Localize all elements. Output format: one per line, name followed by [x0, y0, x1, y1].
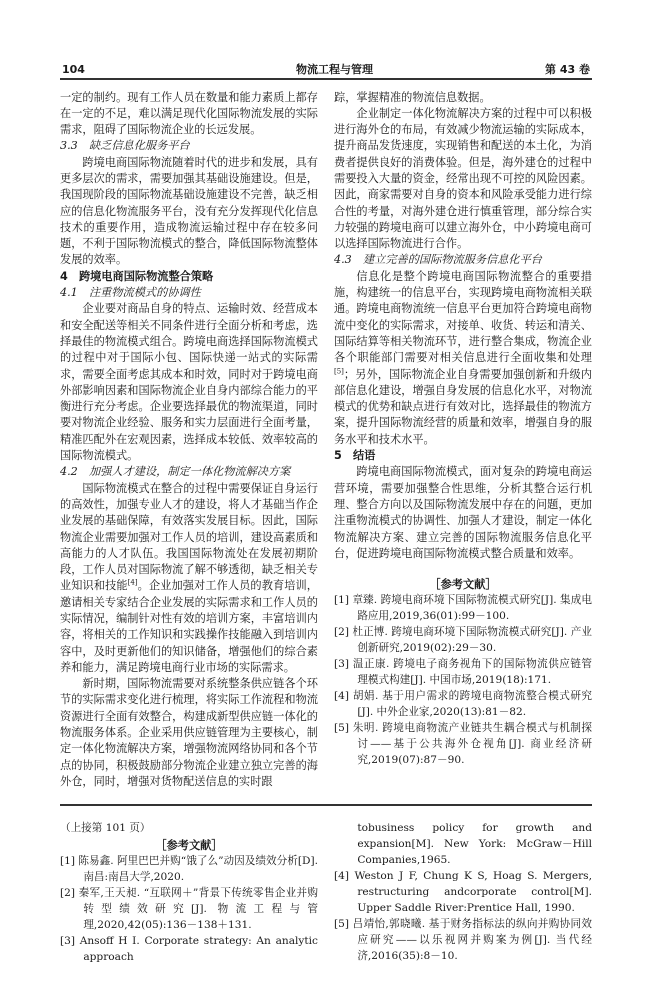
paragraph: 踪，掌握精准的物流信息数据。: [334, 90, 491, 104]
bottom-left-column: [60, 820, 318, 965]
reference-item: [3] 温正康. 跨境电子商务视角下的国际物流供应链管理模式构建[J]. 中国市场,2019(18):171.: [334, 658, 592, 687]
section-heading-4-1: 4.1 注重物流模式的协调性: [60, 286, 201, 300]
references-title: ［参考文献］: [429, 577, 497, 592]
paragraph: 跨境电商国际物流模式，面对复杂的跨境电商运营环境，需要加强整合性思维，分析其整合运行机理、整合方向以及国际物流发展中存在的问题，更加注重物流模式的协调性、加强人才建设，制定一体化物流解决方案、建立完善的国际物流服务信息化平台，促进跨境电商国际物流模式整合质量和效率。: [334, 465, 592, 560]
text: 。企业加强对工作人员的教育培训，邀请相关专家结合企业发展的实际需求和工作人员的实际情况，编制针对性有效的培训方案，丰富培训内容，将相关的工作知识和实践操作技能融入到培训内容中，及时更新他们的知识储备，增强他们的综合素养和能力，满足跨境电商行业市场的实际需求。: [60, 579, 318, 674]
journal-name: 物流工程与管理: [296, 63, 373, 76]
running-header: [60, 63, 592, 77]
reference-item: [4] 胡娟. 基于用户需求的跨境电商物流整合模式研究[J]. 中外企业家,2020(13):81－82.: [334, 690, 592, 719]
paragraph: 新时期，国际物流需要对系统整条供应链各个环节的实际需求变化进行梳理，将实际工作流程和物流资源进行全面有效整合，构建成新型供应链一体化的物流服务体系。企业采用供应链管理为主要核心，制定一体化物流解决方案，增强物流网络协同和各个节点的协同，积极鼓励部分物流企业建立独立完善的海外仓，同时，增强对货物配送信息的实时跟: [60, 677, 318, 788]
continued-note: （上接第 101 页）: [60, 822, 151, 835]
text: 国际物流模式在整合的过程中需要保证自身运行的高效性，加强专业人才的建设，将人才基础当作企业发展的基础保障，有效落实发展目标。因此，国际物流企业需要加强对工作人员的培训，建设高素质和高能力的人才队伍。我国国际物流处在发展初期阶段，工作人员对国际物流了解不够透彻，缺乏相关专业知识和技能: [60, 481, 318, 593]
body-columns: [60, 90, 592, 791]
reference-item: [1] 陈易鑫. 阿里巴巴并购“饿了么”动因及绩效分析[D]. 南昌:南昌大学,2020.: [60, 854, 318, 883]
reference-continuation: tobusiness policy for growth and expansion[M]. New York: McGraw－Hill Companies,1965.: [357, 822, 592, 867]
bottom-right-column: [334, 820, 592, 964]
reference-item: [1] 章臻. 跨境电商环境下国际物流模式研究[J]. 集成电路应用,2019,36(01):99－100.: [334, 594, 592, 623]
reference-item: [4] Weston J F, Chung K S, Hoag S. Mergers, restructuring andcorporate control[M]. Upper Saddle River:Prentice Hall, 1990.: [334, 870, 592, 915]
page-number: 104: [62, 63, 85, 76]
reference-item: [2] 杜正博. 跨境电商环境下国际物流模式研究[J]. 产业创新研究,2019(02):29－30.: [334, 626, 592, 655]
paragraph: 企业制定一体化物流解决方案的过程中可以积极进行海外仓的布局，有效减少物流运输的实际成本，提升商品发货速度，实现销售和配送的本土化，为消费者提供良好的消费体验。但是，海外建仓的过程中需要投入大量的资金，经常出现不可控的风险因素。因此，商家需要对自身的资本和风险承受能力进行综合性的考量，对海外建仓进行慎重管理，部分综合实力较强的跨境电商可以建立海外仓，中小跨境电商可以选择国际物流进行合作。: [334, 106, 592, 251]
paragraph: 企业要对商品自身的特点、运输时效、经营成本和安全配送等相关不同条件进行全面分析和考虑，选择最佳的物流模式组合。跨境电商选择国际物流模式的过程中对于国际小包、国际快递一站式的实际需求，需要全面考虑其成本和时效，同时对于跨境电商外部影响因素和国际物流企业自身内部综合能力的平衡进行充分考虑。企业要选择最优的物流渠道，同时要对物流企业经验、服务和实力层面进行全面考量，精准匹配外在宏观因素，选择成本较低、效率较高的国际物流模式。: [60, 302, 318, 463]
citation[interactable]: [5]: [334, 366, 344, 375]
paragraph: 跨境电商国际物流随着时代的进步和发展，具有更多层次的需求，需要加强其基础设施建设。但是，我国现阶段的国际物流基础设施建设不完善，缺乏相应的信息化物流服务平台，没有充分发挥现代化信息技术的重要作用，造成物流运输过程中存在较多问题，不利于国际物流模式的整合，降低国际物流整体发展的效率。: [60, 155, 318, 267]
right-column: [334, 90, 592, 769]
section-divider: [60, 804, 592, 806]
section-heading-3-3: 3.3 缺乏信息化服务平台: [60, 139, 190, 153]
volume: 第 43 卷: [545, 63, 590, 76]
text: ；另外，国际物流企业自身需要加强创新和升级内部信息化建设，增强自身发展的信息化水平，对物流模式的优势和缺点进行有效对比，选择最佳的物流方案，提升国际物流经营的质量和效率，增强自身的服务水平和技术水平。: [334, 367, 592, 446]
section-heading-4-2: 4.2 加强人才建设，制定一体化物流解决方案: [60, 465, 291, 479]
paragraph: [60, 481, 318, 677]
references-title: ［参考文献］: [155, 837, 223, 852]
section-heading-5: 5 结语: [334, 449, 376, 463]
bottom-columns: [60, 820, 592, 965]
header-rule: [60, 78, 592, 80]
section-heading-4: 4 跨境电商国际物流整合策略: [60, 269, 214, 283]
reference-item: [5] 吕靖怡,郭晓曦. 基于财务指标法的纵向并购协同效应研究——以乐视网并购案为例[J]. 当代经济,2016(35):8－10.: [334, 918, 592, 963]
citation[interactable]: [4]: [127, 578, 138, 587]
section-heading-4-3: 4.3 建立完善的国际物流服务信息化平台: [334, 253, 542, 267]
paragraph: [334, 269, 592, 448]
reference-item: [3] Ansoff H I. Corporate strategy: An analytic approach: [60, 934, 318, 963]
text: 信息化是整个跨境电商国际物流整合的重要措施，构建统一的信息平台，实现跨境电商物流相关联通。跨境电商物流统一信息平台更加符合跨境电商物流中变化的实际需求，对接单、收货、转运和清关、国际结算等相关物流环节，进行整合集成，物流企业各个职能部门需要对相关信息进行全面收集和处理: [334, 269, 592, 365]
left-column: [60, 90, 318, 791]
reference-item: [2] 秦军,王天昶. “互联网＋”背景下传统零售企业并购转型绩效研究[J]. 物流工程与管理,2020,42(05):136－138＋131.: [60, 886, 318, 931]
paragraph: 一定的制约。现有工作人员在数量和能力素质上都存在一定的不足，难以满足现代化国际物流发展的实际需求，阻碍了国际物流企业的长远发展。: [60, 90, 318, 137]
reference-item: [5] 朱明. 跨境电商物流产业链共生耦合模式与机制探讨——基于公共海外仓视角[J]. 商业经济研究,2019(07):87－90.: [334, 722, 592, 767]
